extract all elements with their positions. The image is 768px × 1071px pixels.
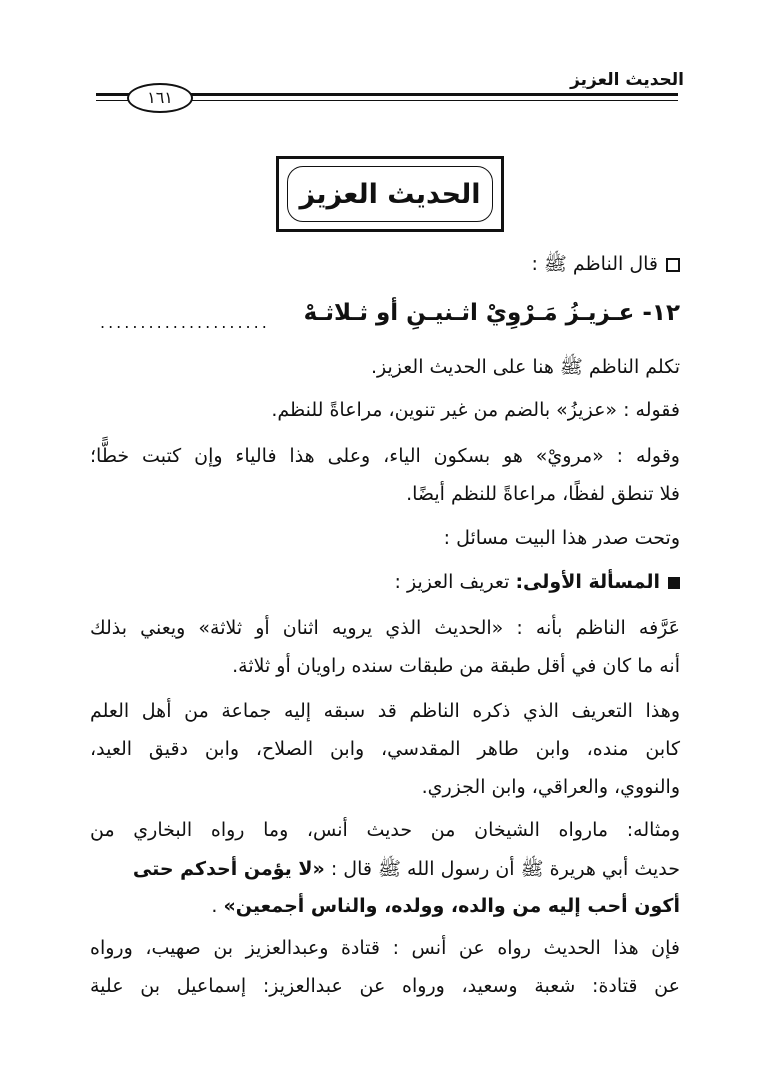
paragraph-7-line-3 (211, 895, 680, 917)
section-heading (395, 571, 680, 593)
intro-line (531, 252, 680, 280)
paragraph-3-line-2: فلا تنطق لفظًا، مراعاةً للنظم أيضًا. (406, 483, 680, 505)
paragraph-6-line-1: وهذا التعريف الذي ذكره الناظم قد سبقه إليه جماعة من أهل العلم (90, 700, 680, 722)
chapter-title: الحديث العزيز (299, 178, 481, 210)
paragraph-3-line-1: وقوله : «مرويْ» هو بسكون الياء، وعلى هذا فالياء وإن كتبت خطًّا؛ (90, 445, 680, 467)
paragraph-2: فقوله : «عزيزُ» بالضم من غير تنوين، مراعاةً للنظم. (271, 399, 680, 421)
section-title: تعريف العزيز : (394, 571, 510, 593)
paragraph-6-line-2: كابن منده، وابن طاهر المقدسي، وابن الصلاح، وابن دقيق العيد، (90, 738, 680, 760)
section-label: المسألة الأولى: (515, 571, 660, 593)
chapter-title-frame (276, 156, 504, 232)
page-number: ١٦١ (127, 83, 193, 113)
paragraph-7-line-2 (133, 857, 680, 885)
hadith-intro-text: حديث أبي هريرة ﷺ أن رسول الله ﷺ قال : (324, 858, 680, 880)
paragraph-8-line-2: عن قتادة: شعبة وسعيد، ورواه عن عبدالعزيز: إسماعيل بن علية (90, 975, 680, 997)
chapter-title-inner-frame (287, 166, 493, 222)
running-title: الحديث العزيز (570, 70, 684, 90)
verse-dots: ..................... (100, 313, 270, 332)
paragraph-5-line-2: أنه ما كان في أقل طبقة من طبقات سنده راويان أو ثلاثة. (232, 655, 680, 677)
paragraph-6-line-3: والنووي، والعراقي، وابن الجزري. (421, 776, 680, 798)
hadith-text-start: «لا يؤمن أحدكم حتى (132, 858, 325, 880)
square-bullet-icon (666, 258, 680, 272)
verse-line: ١٢- عـزيـزُ مَـرْوِيْ اثـنيـنِ أو ثـلاثـهْ (303, 300, 680, 326)
filled-square-icon (668, 577, 680, 589)
paragraph-4: وتحت صدر هذا البيت مسائل : (443, 527, 680, 549)
paragraph-1: تكلم الناظم ﷺ هنا على الحديث العزيز. (370, 356, 680, 378)
hadith-end-punct: . (211, 895, 224, 917)
paragraph-8-line-1: فإن هذا الحديث رواه عن أنس : قتادة وعبدالعزيز بن صهيب، ورواه (90, 937, 680, 959)
intro-text: قال الناظم ﷺ : (531, 253, 658, 275)
hadith-text-end: أكون أحب إليه من والده، وولده، والناس أجمعين» (223, 895, 680, 917)
commentary (80, 355, 680, 995)
paragraph-5-line-1: عَرَّفه الناظم بأنه : «الحديث الذي يرويه اثنان أو ثلاثة» ويعني بذلك (90, 617, 680, 639)
paragraph-7-line-1: ومثاله: مارواه الشيخان من حديث أنس، وما رواه البخاري من (90, 819, 680, 841)
